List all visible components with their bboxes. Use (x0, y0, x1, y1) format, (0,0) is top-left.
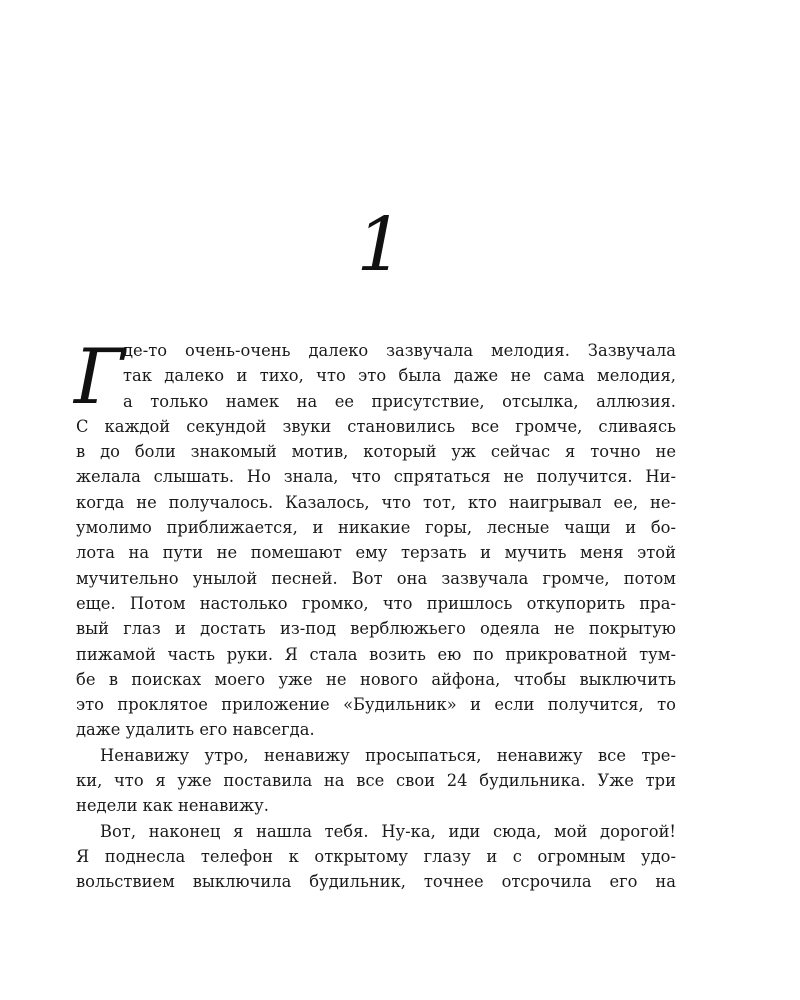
text-line: Ненавижу утро, ненавижу просыпаться, ненавижу все тре- (100, 745, 676, 765)
text-line: желала слышать. Но знала, что спрятаться не получится. Ни- (76, 467, 676, 487)
text-line: это проклятое приложение «Будильник» и если получится, то (76, 695, 676, 715)
text-line: лота на пути не помешают ему терзать и мучить меня этой (76, 543, 676, 563)
text-line: Я поднесла телефон к открытому глазу и с огромным удо- (76, 846, 676, 866)
text-line: в до боли знакомый мотив, который уж сейчас я точно не (76, 442, 676, 462)
text-line: вольствием выключила будильник, точнее отсрочила его на (76, 872, 676, 892)
body-text (74, 332, 676, 895)
text-line: так далеко и тихо, что это была даже не сама мелодия, (123, 366, 676, 386)
text-line: мучительно унылой песней. Вот она зазвучала громче, потом (76, 568, 676, 588)
text-line: еще. Потом настолько громко, что пришлось откупорить пра- (76, 593, 676, 613)
text-line: даже удалить его навсегда. (76, 720, 315, 740)
text-line: когда не получалось. Казалось, что тот, кто наигрывал ее, не- (76, 492, 676, 512)
text-line: бе в поисках моего уже не нового айфона, чтобы выключить (76, 669, 676, 689)
text-line: ки, что я уже поставила на все свои 24 будильника. Уже три (76, 771, 676, 791)
text-line: Вот, наконец я нашла тебя. Ну-ка, иди сюда, мой дорогой! (100, 821, 676, 841)
text-line: де-то очень-очень далеко зазвучала мелодия. Зазвучала (123, 341, 676, 360)
text-line: пижамой часть руки. Я стала возить ею по прикроватной тум- (76, 644, 676, 664)
text-line: а только намек на ее присутствие, отсылка, аллюзия. (123, 391, 676, 411)
text-line: недели как ненавижу. (76, 796, 269, 816)
drop-cap: Г (74, 332, 125, 421)
text-line: вый глаз и достать из-под верблюжьего одеяла не покрытую (76, 619, 676, 639)
chapter-number: 1 (356, 202, 404, 288)
text-line: умолимо приближается, и никакие горы, лесные чащи и бо- (76, 518, 676, 538)
text-line: С каждой секундой звуки становились все громче, сливаясь (76, 416, 676, 436)
